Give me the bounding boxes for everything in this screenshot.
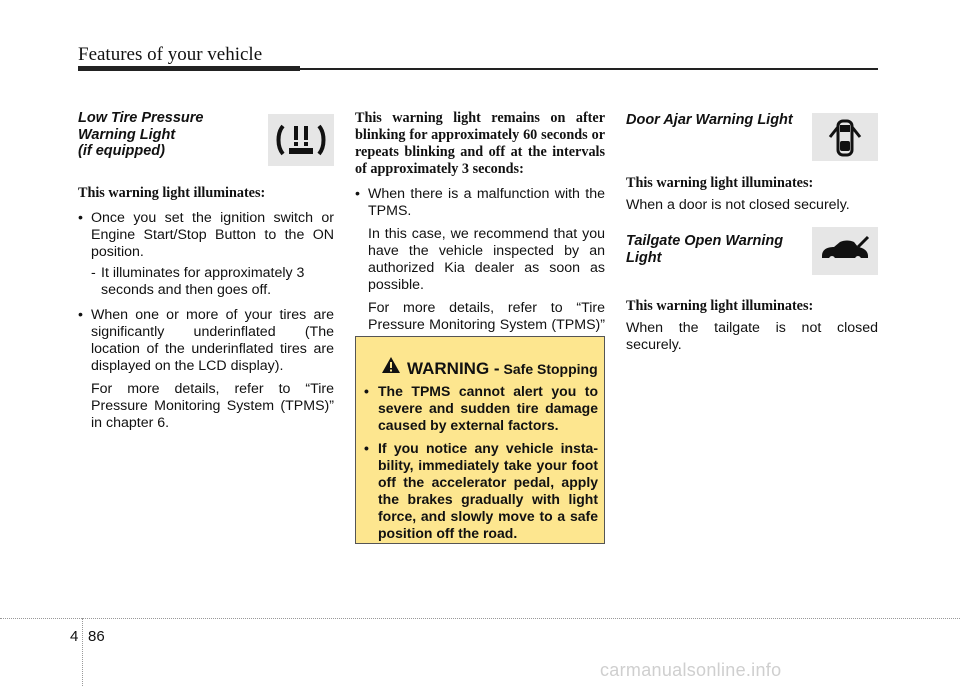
watermark: carmanualsonline.info [600, 660, 782, 680]
warning-title: WARNING - [407, 359, 500, 378]
intro-text: This warning light illuminates: [626, 298, 814, 314]
column-low-tire-pressure [78, 110, 334, 432]
header-rule-thin [300, 68, 878, 70]
title-line: Tailgate Open Warning [626, 233, 784, 249]
list-item: • When one or more of your tires are significantly underinflated (The location of the underinflated tires are displayed on the LCD display). [78, 307, 334, 375]
list-item: • When there is a malfunction with the TPMS. [355, 186, 605, 220]
warning-subtitle: Safe Stopping [503, 361, 598, 377]
tailgate-condition-text: When the tailgate is not closed securely. [626, 320, 878, 353]
tpms-warning-icon [268, 114, 334, 166]
section-header-tpms [78, 110, 334, 166]
section-header-tailgate [626, 233, 878, 285]
tailgate-open-icon [812, 227, 878, 275]
door-condition-text: When a door is not closed securely. [626, 197, 850, 213]
column-door-tailgate [626, 110, 878, 354]
list-item-sub [78, 265, 334, 299]
dash-mark: - [91, 265, 96, 281]
title-line: Light [626, 249, 662, 266]
header-title: Features of your vehicle [78, 44, 263, 65]
warning-item: • The TPMS cannot alert you to severe and sudden tire damage caused by external factors. [364, 383, 598, 434]
warning-box [355, 336, 605, 544]
footer-divider [82, 618, 84, 686]
section-title-door: Door Ajar Warning Light [626, 112, 793, 128]
warning-list [364, 383, 598, 548]
title-line: (if equipped) [78, 143, 165, 159]
header-rule [78, 66, 300, 71]
reference-text: For more details, refer to “Tire Pressure Monitoring System (TPMS)” in chapter 6. [91, 381, 334, 431]
intro-text: This warning light illuminates: [626, 175, 814, 191]
title-line: Low Tire Pressure [78, 110, 204, 126]
warning-item: • If you notice any vehicle insta-bility, immediately take your foot off the accelerator pedal, apply the brakes gradually with light force, and slowly move to a safe position off the road. [364, 440, 598, 542]
intro-text: This warning light illuminates: [78, 185, 266, 201]
warning-header [356, 337, 604, 379]
title-line: Warning Light [78, 126, 176, 143]
intro-text: This warning light remains on after blinking for approximately 60 seconds or repeats blinking and off at the intervals of approximately 3 seconds: [355, 110, 605, 177]
warning-triangle-icon [381, 356, 401, 379]
list-item: • Once you set the ignition switch or Engine Start/Stop Button to the ON position. [78, 210, 334, 261]
section-header-door [626, 110, 878, 162]
page-number: 86 [88, 628, 105, 645]
column-tpms-malfunction [355, 110, 605, 351]
door-ajar-icon [812, 113, 878, 161]
chapter-number: 4 [70, 628, 79, 645]
dash-text: It illuminates for approximately 3 seconds and then goes off. [101, 265, 305, 298]
reference-text: For more details, refer to “Tire Pressure Monitoring System (TPMS)” [368, 300, 605, 333]
recommendation-text: In this case, we recommend that you have the vehicle inspected by an authorized Kia dealer as soon as possible. [368, 226, 605, 293]
footer-rule [0, 618, 960, 619]
